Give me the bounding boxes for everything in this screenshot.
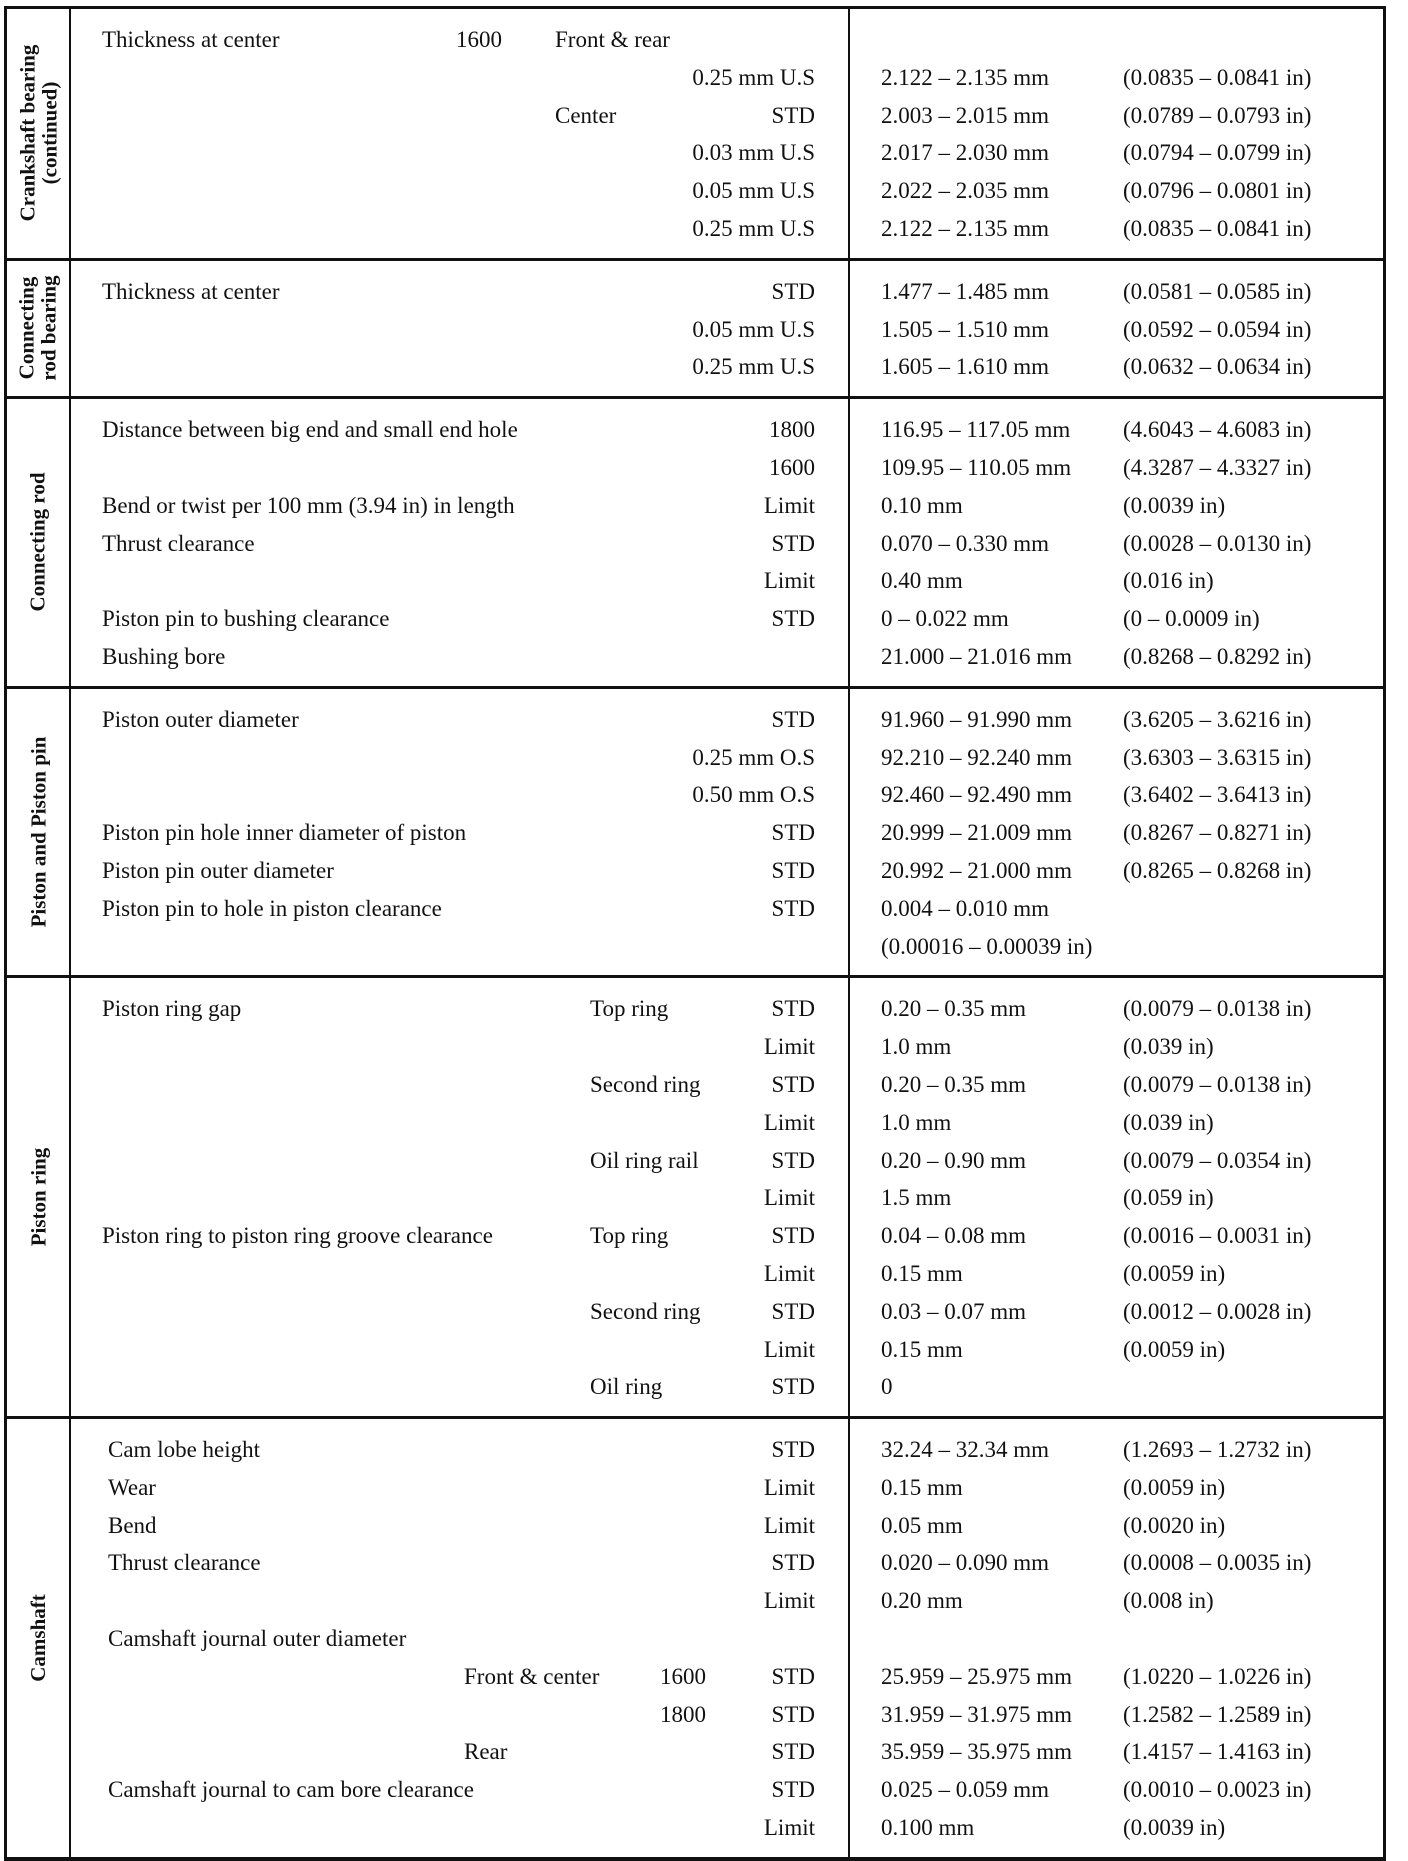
cell-spec: STD	[771, 1663, 815, 1689]
cell-mm: 0.10 mm	[881, 492, 963, 518]
cell-spec: STD	[771, 530, 815, 556]
cell-a: Front & center	[464, 1663, 600, 1689]
table-row	[7, 600, 1383, 638]
section-title-line: (continued)	[37, 82, 61, 185]
cell-in: (0.0794 – 0.0799 in)	[1123, 140, 1312, 166]
cell-mm: 1.477 – 1.485 mm	[881, 278, 1050, 304]
cell-label: Thrust clearance	[108, 1550, 261, 1576]
cell-label: Piston ring to piston ring groove clearance	[102, 1223, 493, 1249]
cell-spec: STD	[771, 102, 815, 128]
cell-spec: 0.05 mm U.S	[692, 316, 815, 342]
table-row	[7, 852, 1383, 890]
cell-in: (0.0028 – 0.0130 in)	[1123, 530, 1312, 556]
cell-spec: 1800	[769, 417, 815, 443]
cell-spec: Limit	[763, 492, 815, 518]
table-row	[7, 1066, 1383, 1104]
cell-mm: 0.20 – 0.35 mm	[881, 1071, 1027, 1097]
cell-mm: 1.605 – 1.610 mm	[881, 354, 1050, 380]
cell-label: Bend	[108, 1512, 157, 1538]
cell-label: Piston pin outer diameter	[102, 857, 334, 883]
cell-label: Camshaft journal to cam bore clearance	[108, 1777, 474, 1803]
table-row	[7, 210, 1383, 248]
cell-in: (0.0079 – 0.0138 in)	[1123, 996, 1312, 1022]
cell-spec: STD	[771, 996, 815, 1022]
cell-b: Oil ring	[590, 1374, 663, 1400]
cell-spec: STD	[771, 820, 815, 846]
cell-mm: 2.017 – 2.030 mm	[881, 140, 1050, 166]
cell-mm: 0.05 mm	[881, 1512, 963, 1538]
cell-mm: 1.0 mm	[881, 1109, 952, 1135]
cell-in: (0.0632 – 0.0634 in)	[1123, 354, 1312, 380]
cell-in: (1.2582 – 1.2589 in)	[1123, 1701, 1312, 1727]
cell-mm: 20.992 – 21.000 mm	[881, 857, 1073, 883]
cell-spec: STD	[771, 1147, 815, 1173]
cell-spec: STD	[771, 857, 815, 883]
table-row	[7, 990, 1383, 1028]
table-row	[7, 1507, 1383, 1545]
cell-spec: Limit	[763, 1815, 815, 1841]
table-row	[7, 1028, 1383, 1066]
cell-spec: Limit	[763, 1588, 815, 1614]
cell-mm: 0.15 mm	[881, 1336, 963, 1362]
cell-mm: 21.000 – 21.016 mm	[881, 643, 1073, 669]
cell-label: Bend or twist per 100 mm (3.94 in) in length	[102, 492, 515, 518]
table-row	[7, 1469, 1383, 1507]
cell-mm: 31.959 – 31.975 mm	[881, 1701, 1073, 1727]
cell-mm: 116.95 – 117.05 mm	[881, 417, 1071, 443]
cell-in: (0.008 in)	[1123, 1588, 1214, 1614]
cell-mm: 1.505 – 1.510 mm	[881, 316, 1050, 342]
cell-spec: Limit	[763, 1260, 815, 1286]
table-row	[7, 1431, 1383, 1469]
cell-mm: 0.04 – 0.08 mm	[881, 1223, 1027, 1249]
table-row	[7, 1658, 1383, 1696]
cell-spec: Limit	[763, 1185, 815, 1211]
table-row	[7, 1696, 1383, 1734]
cell-in: (0.0581 – 0.0585 in)	[1123, 278, 1312, 304]
table-row	[7, 1809, 1383, 1847]
cell-label: Piston ring gap	[102, 996, 242, 1022]
cell-spec: Limit	[763, 1336, 815, 1362]
table-row	[7, 1293, 1383, 1331]
cell-mm: 2.003 – 2.015 mm	[881, 102, 1050, 128]
table-row	[7, 1368, 1383, 1406]
cell-mm: 1.5 mm	[881, 1185, 952, 1211]
cell-spec: 0.25 mm O.S	[692, 744, 815, 770]
section-title-line: Connecting rod	[26, 472, 51, 612]
cell-spec: STD	[771, 1437, 815, 1463]
cell-in: (3.6402 – 3.6413 in)	[1123, 782, 1312, 808]
table-row	[7, 487, 1383, 525]
cell-in: (0.8265 – 0.8268 in)	[1123, 857, 1312, 883]
cell-mm: 1.0 mm	[881, 1034, 952, 1060]
cell-mm: 92.460 – 92.490 mm	[881, 782, 1073, 808]
cell-spec: STD	[771, 1223, 815, 1249]
table-row	[7, 1255, 1383, 1293]
table-row	[7, 776, 1383, 814]
cell-spec: STD	[771, 1777, 815, 1803]
cell-label: Thrust clearance	[102, 530, 255, 556]
cell-spec: STD	[771, 1701, 815, 1727]
cell-b: Second ring	[590, 1071, 701, 1097]
cell-spec: 1600	[769, 454, 815, 480]
cell-mm: 0.070 – 0.330 mm	[881, 530, 1050, 556]
table-row	[7, 348, 1383, 386]
cell-in: (0.0039 in)	[1123, 492, 1226, 518]
cell-spec: STD	[771, 1374, 815, 1400]
table-row	[7, 21, 1383, 59]
table-row	[7, 562, 1383, 600]
cell-b: 1800	[660, 1701, 706, 1727]
table-row	[7, 1620, 1383, 1658]
table-row	[7, 1217, 1383, 1255]
cell-spec: 0.25 mm U.S	[692, 215, 815, 241]
table-row	[7, 1104, 1383, 1142]
cell-label: Piston pin to hole in piston clearance	[102, 895, 442, 921]
cell-b: Top ring	[590, 996, 669, 1022]
table-row	[7, 525, 1383, 563]
cell-in: (0.0592 – 0.0594 in)	[1123, 316, 1312, 342]
cell-b: Top ring	[590, 1223, 669, 1249]
cell-label: Distance between big end and small end hole	[102, 417, 518, 443]
cell-spec: 0.05 mm U.S	[692, 178, 815, 204]
cell-in: (0.0059 in)	[1123, 1260, 1226, 1286]
cell-spec: Limit	[763, 1474, 815, 1500]
table-row	[7, 134, 1383, 172]
cell-label: Camshaft journal outer diameter	[108, 1626, 407, 1652]
cell-spec: STD	[771, 1298, 815, 1324]
cell-mm: 25.959 – 25.975 mm	[881, 1663, 1073, 1689]
cell-label: Thickness at center	[102, 278, 280, 304]
cell-in: (0.0008 – 0.0035 in)	[1123, 1550, 1312, 1576]
table-row	[7, 1179, 1383, 1217]
section-title-line: Connecting	[15, 277, 39, 380]
cell-mm: 0.025 – 0.059 mm	[881, 1777, 1050, 1803]
spec-section	[7, 258, 1383, 396]
cell-spec: STD	[771, 706, 815, 732]
table-row	[7, 59, 1383, 97]
cell-b: Second ring	[590, 1298, 701, 1324]
cell-spec: Limit	[763, 1034, 815, 1060]
cell-mm: 0.03 – 0.07 mm	[881, 1298, 1027, 1324]
table-row	[7, 273, 1383, 311]
spec-section	[7, 1416, 1383, 1857]
cell-mm: 2.122 – 2.135 mm	[881, 215, 1050, 241]
table-row	[7, 1544, 1383, 1582]
cell-in: (4.3287 – 4.3327 in)	[1123, 454, 1312, 480]
cell-in: (0.0012 – 0.0028 in)	[1123, 1298, 1312, 1324]
cell-mm: 0.15 mm	[881, 1260, 963, 1286]
cell-spec: 0.25 mm U.S	[692, 64, 815, 90]
cell-mm: 0.100 mm	[881, 1815, 975, 1841]
cell-spec: STD	[771, 1739, 815, 1765]
table-row	[7, 814, 1383, 852]
table-row	[7, 411, 1383, 449]
section-title-line: Crankshaft bearing	[15, 45, 39, 222]
section-title-line: Camshaft	[26, 1594, 50, 1682]
cell-mm: 91.960 – 91.990 mm	[881, 706, 1073, 732]
cell-in: (4.6043 – 4.6083 in)	[1123, 417, 1312, 443]
cell-mm: 0.20 – 0.90 mm	[881, 1147, 1027, 1173]
cell-in: (0.0079 – 0.0354 in)	[1123, 1147, 1312, 1173]
table-row	[7, 1733, 1383, 1771]
cell-label: Thickness at center	[102, 27, 280, 52]
cell-in: (0.0835 – 0.0841 in)	[1123, 215, 1312, 241]
cell-label: Piston pin to bushing clearance	[102, 606, 390, 632]
cell-spec: STD	[771, 1071, 815, 1097]
cell-b: Front & rear	[555, 27, 670, 52]
cell-label: Piston pin hole inner diameter of piston	[102, 820, 467, 846]
cell-mm: 2.022 – 2.035 mm	[881, 178, 1050, 204]
cell-in: (0 – 0.0009 in)	[1123, 606, 1260, 632]
spec-section	[7, 686, 1383, 976]
cell-in: (1.4157 – 1.4163 in)	[1123, 1739, 1312, 1765]
cell-spec: STD	[771, 606, 815, 632]
cell-mm: 35.959 – 35.975 mm	[881, 1739, 1073, 1765]
cell-mm: 20.999 – 21.009 mm	[881, 820, 1073, 846]
table-row	[7, 1582, 1383, 1620]
section-title-line: Piston ring	[26, 1147, 50, 1247]
cell-in: (0.039 in)	[1123, 1109, 1214, 1135]
table-row	[7, 1331, 1383, 1369]
cell-b: 1600	[660, 1663, 706, 1689]
cell-in: (0.016 in)	[1123, 568, 1214, 594]
cell-b: Oil ring rail	[590, 1147, 699, 1173]
cell-label: Piston outer diameter	[102, 706, 299, 732]
table-row	[7, 97, 1383, 135]
cell-in: (0.0039 in)	[1123, 1815, 1226, 1841]
cell-in: (0.059 in)	[1123, 1185, 1214, 1211]
cell-label: Wear	[108, 1474, 156, 1500]
cell-spec: 0.03 mm U.S	[692, 140, 815, 166]
cell-in: (0.039 in)	[1123, 1034, 1214, 1060]
section-title-line: Piston and Piston pin	[26, 736, 51, 928]
cell-in: (0.0010 – 0.0023 in)	[1123, 1777, 1312, 1803]
cell-spec: Limit	[763, 1109, 815, 1135]
cell-b: Center	[555, 102, 617, 128]
specification-table	[4, 6, 1386, 1861]
cell-in: (0.0835 – 0.0841 in)	[1123, 64, 1312, 90]
cell-mm: 0.020 – 0.090 mm	[881, 1550, 1050, 1576]
spec-section	[7, 396, 1383, 686]
cell-in: (0.0059 in)	[1123, 1474, 1226, 1500]
cell-mm: 92.210 – 92.240 mm	[881, 744, 1073, 770]
cell-mm: 0.15 mm	[881, 1474, 963, 1500]
table-row	[7, 1142, 1383, 1180]
cell-in: (0.8268 – 0.8292 in)	[1123, 643, 1312, 669]
cell-in: (1.0220 – 1.0226 in)	[1123, 1663, 1312, 1689]
table-row	[7, 739, 1383, 777]
cell-label: Cam lobe height	[108, 1437, 261, 1463]
cell-in: (3.6205 – 3.6216 in)	[1123, 706, 1312, 732]
cell-in: (0.0059 in)	[1123, 1336, 1226, 1362]
cell-mm: 0.40 mm	[881, 568, 963, 594]
cell-in: (0.0016 – 0.0031 in)	[1123, 1223, 1312, 1249]
table-row	[7, 638, 1383, 676]
section-title-line: rod bearing	[37, 275, 61, 382]
table-row	[7, 928, 1383, 966]
cell-label: Bushing bore	[102, 643, 226, 669]
cell-mm: 0	[881, 1374, 893, 1400]
cell-in: (0.0789 – 0.0793 in)	[1123, 102, 1312, 128]
spec-section	[7, 975, 1383, 1416]
cell-mm: 0.20 mm	[881, 1588, 963, 1614]
cell-mm: 0.20 – 0.35 mm	[881, 996, 1027, 1022]
cell-mm: 0 – 0.022 mm	[881, 606, 1009, 632]
cell-in: (1.2693 – 1.2732 in)	[1123, 1437, 1312, 1463]
cell-mm: 32.24 – 32.34 mm	[881, 1437, 1050, 1463]
table-row	[7, 890, 1383, 928]
cell-spec: STD	[771, 895, 815, 921]
cell-mm: (0.00016 – 0.00039 in)	[881, 933, 1093, 959]
cell-spec: 0.50 mm O.S	[692, 782, 815, 808]
cell-spec: 0.25 mm U.S	[692, 354, 815, 380]
table-row	[7, 1771, 1383, 1809]
cell-a: 1600	[456, 27, 502, 52]
table-row	[7, 172, 1383, 210]
cell-in: (0.0020 in)	[1123, 1512, 1226, 1538]
cell-in: (0.8267 – 0.8271 in)	[1123, 820, 1312, 846]
table-row	[7, 311, 1383, 349]
cell-a: Rear	[464, 1739, 508, 1765]
spec-section	[7, 9, 1383, 258]
cell-in: (0.0796 – 0.0801 in)	[1123, 178, 1312, 204]
cell-mm: 0.004 – 0.010 mm	[881, 895, 1050, 921]
cell-spec: STD	[771, 278, 815, 304]
cell-spec: Limit	[763, 1512, 815, 1538]
cell-spec: Limit	[763, 568, 815, 594]
table-row	[7, 449, 1383, 487]
table-row	[7, 701, 1383, 739]
cell-in: (0.0079 – 0.0138 in)	[1123, 1071, 1312, 1097]
cell-spec: STD	[771, 1550, 815, 1576]
cell-in: (3.6303 – 3.6315 in)	[1123, 744, 1312, 770]
cell-mm: 2.122 – 2.135 mm	[881, 64, 1050, 90]
cell-mm: 109.95 – 110.05 mm	[881, 454, 1072, 480]
